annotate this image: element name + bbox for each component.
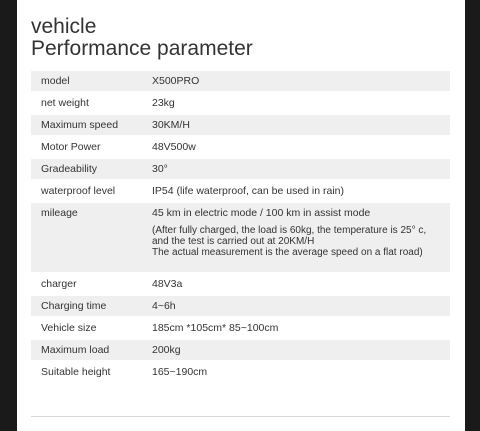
spec-value: 4~6h [152, 296, 450, 318]
table-row [31, 362, 450, 384]
spec-value: 200kg [152, 340, 450, 362]
spec-label: Gradeability [31, 159, 152, 181]
bottom-divider [31, 416, 450, 417]
table-row [31, 203, 450, 274]
spec-value: IP54 (life waterproof, can be used in rain) [152, 181, 450, 203]
table-row [31, 71, 450, 93]
spec-label: Maximum load [31, 340, 152, 362]
spec-value-cell [152, 203, 450, 274]
spec-label: model [31, 71, 152, 93]
spec-value: 185cm *105cm* 85~100cm [152, 318, 450, 340]
spec-value: 48V500w [152, 137, 450, 159]
spec-label: mileage [31, 203, 152, 274]
note-line: (After fully charged, the load is 60kg, the temperature is 25° c, [152, 225, 427, 236]
table-row [31, 296, 450, 318]
mileage-note [152, 219, 450, 258]
spec-value: 165~190cm [152, 362, 450, 384]
table-row [31, 137, 450, 159]
spec-label: waterproof level [31, 181, 152, 203]
page-title [31, 16, 253, 60]
table-row [31, 93, 450, 115]
spec-label: Charging time [31, 296, 152, 318]
table-row [31, 181, 450, 203]
spec-label: net weight [31, 93, 152, 115]
table-row [31, 274, 450, 296]
spec-label: charger [31, 274, 152, 296]
spec-sheet [17, 0, 465, 431]
title-line-vehicle: vehicle [31, 15, 97, 38]
title-line-performance: Performance parameter [31, 37, 253, 60]
spec-value: 23kg [152, 93, 450, 115]
table-row [31, 159, 450, 181]
spec-label: Suitable height [31, 362, 152, 384]
table-row [31, 115, 450, 137]
note-line: The actual measurement is the average speed on a flat road) [152, 247, 423, 258]
spec-label: Maximum speed [31, 115, 152, 137]
spec-value: 30° [152, 159, 450, 181]
table-row [31, 340, 450, 362]
spec-table [31, 71, 450, 384]
spec-value: X500PRO [152, 71, 450, 93]
spec-value: 45 km in electric mode / 100 km in assist mode [152, 207, 371, 219]
table-row [31, 318, 450, 340]
spec-value: 48V3a [152, 274, 450, 296]
note-line: and the test is carried out at 20KM/H [152, 236, 315, 247]
spec-label: Motor Power [31, 137, 152, 159]
spec-value: 30KM/H [152, 115, 450, 137]
spec-label: Vehicle size [31, 318, 152, 340]
